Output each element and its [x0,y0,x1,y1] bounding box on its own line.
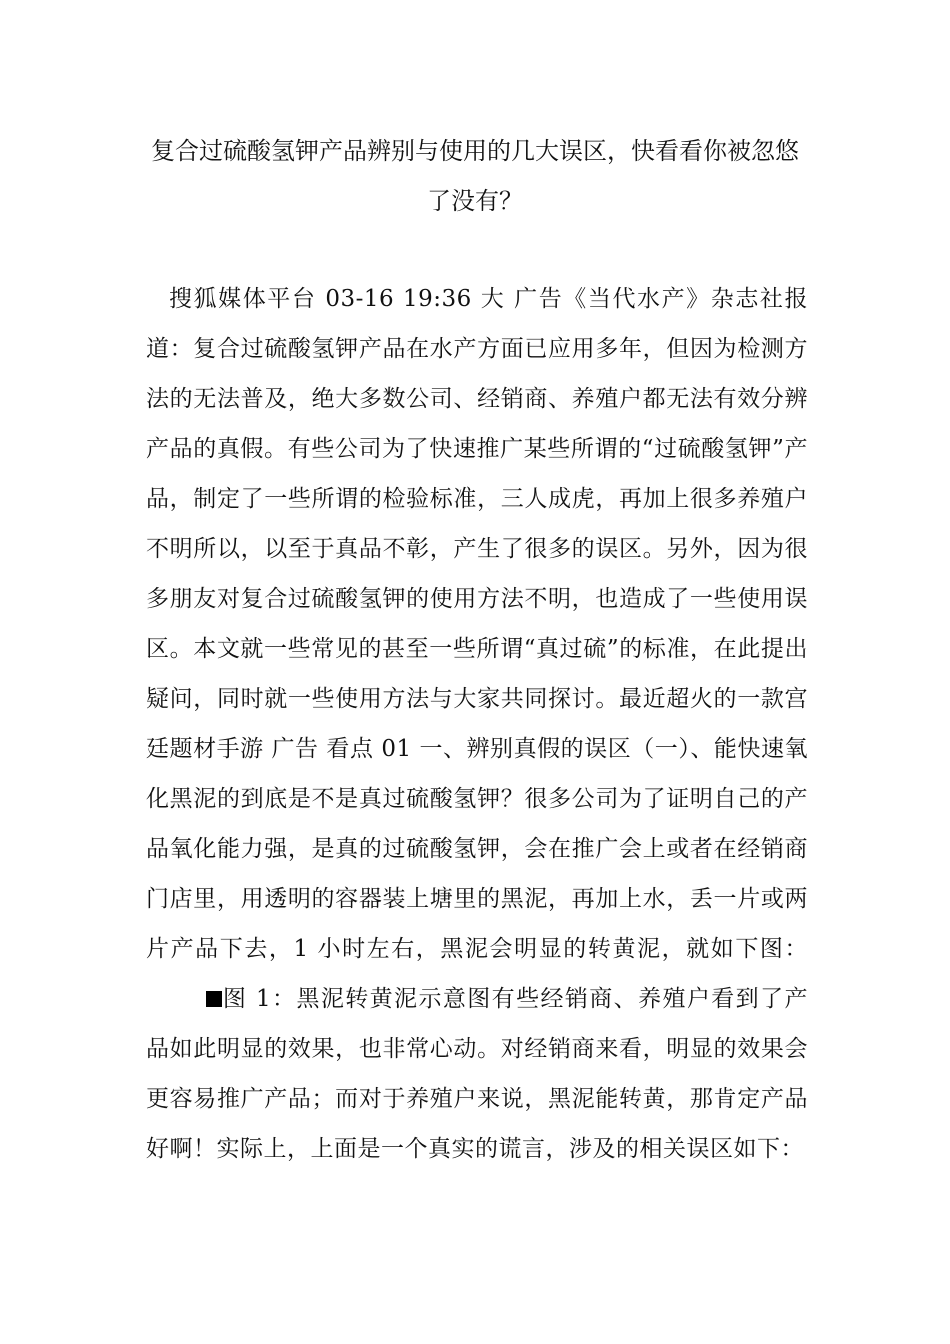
image-placeholder-icon [206,991,222,1007]
article-body-text-part2: 图 1：黑泥转黄泥示意图有些经销商、养殖户看到了产品如此明显的效果，也非常心动。对经销商来看，明显的效果会更容易推广产品；而对于养殖户来说，黑泥能转黄，那肯定产品好啊！实际上，上面是一个真实的谎言，涉及的相关误区如下： [146,986,808,1162]
article-title: 复合过硫酸氢钾产品辨别与使用的几大误区，快看看你被忽悠了没有？ [151,137,799,215]
article-body [146,274,808,1174]
article-body-text-part1: 搜狐媒体平台 03-16 19:36 大 广告《当代水产》杂志社报道：复合过硫酸氢钾产品在水产方面已应用多年，但因为检测方法的无法普及，绝大多数公司、经销商、养殖户都无法有效分辨产品的真假。有些公司为了快速推广某些所谓的“过硫酸氢钾”产品，制定了一些所谓的检验标准，三人成虎，再加上很多养殖户不明所以，以至于真品不彰，产生了很多的误区。另外，因为很多朋友对复合过硫酸氢钾的使用方法不明，也造成了一些使用误区。本文就一些常见的甚至一些所谓“真过硫”的标准，在此提出疑问，同时就一些使用方法与大家共同探讨。最近超火的一款宫廷题材手游 广告 看点 01 一、辨别真假的误区（一）、能快速氧化黑泥的到底是不是真过硫酸氢钾？很多公司为了证明自己的产品氧化能力强，是真的过硫酸氢钾，会在推广会上或者在经销商门店里，用透明的容器装上塘里的黑泥，再加上水，丢一片或两片产品下去，1 小时左右，黑泥会明显的转黄泥，就如下图： [146,286,808,962]
